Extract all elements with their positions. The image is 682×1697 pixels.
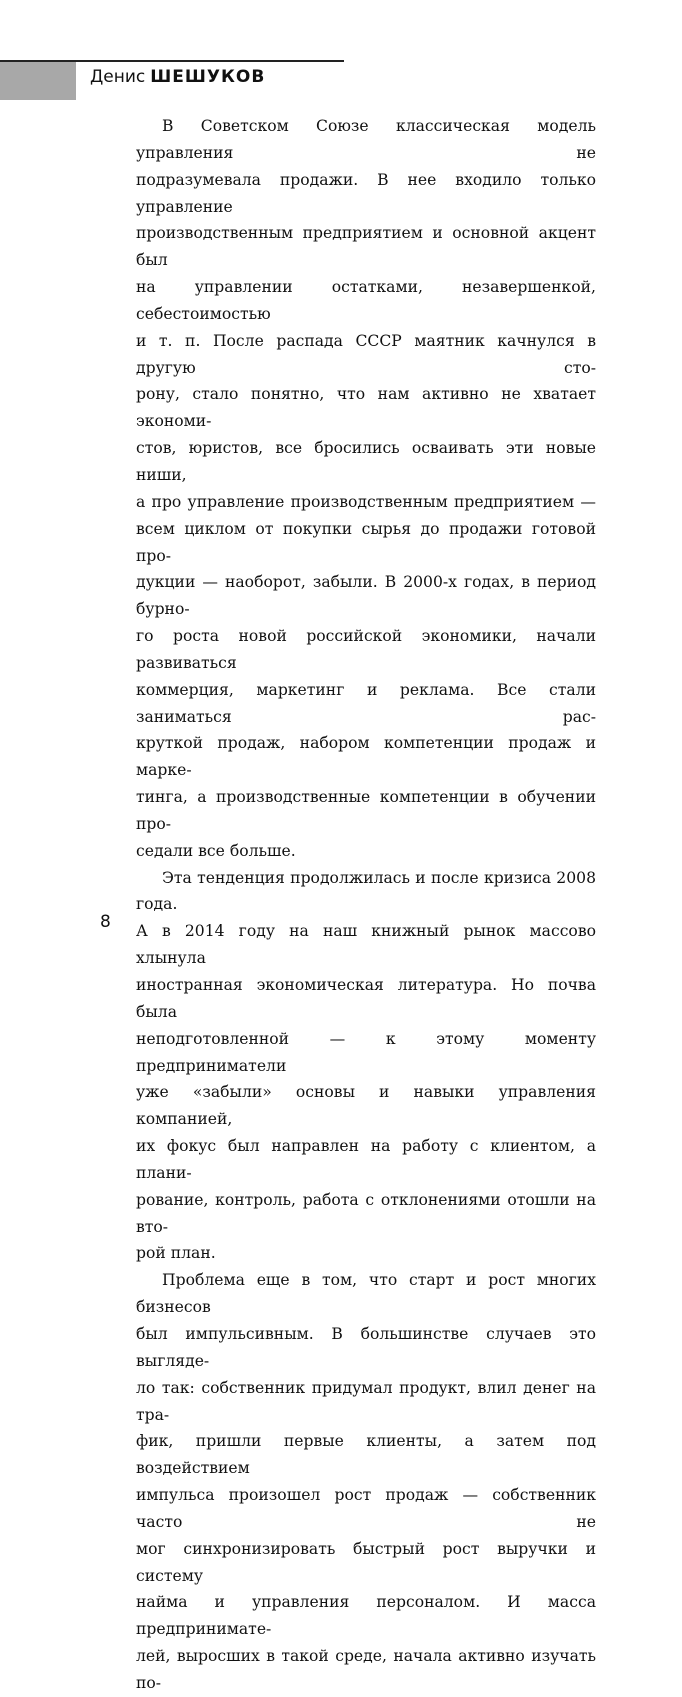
header-rule xyxy=(0,60,344,62)
text-line: А в 2014 году на наш книжный рынок массово хлынула xyxy=(136,922,596,968)
text-line: производственным предприятием и основной акцент был xyxy=(136,224,596,270)
text-line: Проблема еще в том, что старт и рост многих бизнесов xyxy=(136,1271,596,1317)
text-line: мог синхронизировать быстрый рост выручки и систему xyxy=(136,1539,596,1585)
text-line: коммерция, маркетинг и реклама. Все стали заниматься рас- xyxy=(136,680,596,726)
text-line: Эта тенденция продолжилась и после кризиса 2008 года. xyxy=(136,868,596,914)
text-line: тинга, а производственные компетенции в обучении про- xyxy=(136,788,596,833)
text-line: го роста новой российской экономики, начали развиваться xyxy=(136,627,596,672)
text-line: стов, юристов, все бросились осваивать эти новые ниши, xyxy=(136,439,596,484)
text-line: найма и управления персоналом. И масса предпринимате- xyxy=(136,1593,596,1639)
text-line: импульса произошел рост продаж — собственник часто не xyxy=(136,1486,596,1531)
text-line: круткой продаж, набором компетенции продаж и марке- xyxy=(136,734,596,780)
text-line: всем циклом от покупки сырья до продажи готовой про- xyxy=(136,519,596,565)
text-line: лей, выросших в такой среде, начала активно изучать по- xyxy=(136,1647,596,1692)
text-line: был импульсивным. В большинстве случаев это выгляде- xyxy=(136,1324,596,1370)
text-line: уже «забыли» основы и навыки управления компанией, xyxy=(136,1083,596,1129)
text-line: подразумевала продажи. В нее входило только управление xyxy=(136,170,596,216)
text-line: В Советском Союзе классическая модель управления не xyxy=(136,117,596,162)
page-number: 8 xyxy=(100,912,111,932)
author-first-name: Денис xyxy=(90,67,146,87)
text-line: а про управление производственным предприятием — xyxy=(136,492,596,511)
header-gray-block xyxy=(0,60,76,100)
body-text xyxy=(136,113,596,1697)
text-line: их фокус был направлен на работу с клиентом, а плани- xyxy=(136,1137,596,1182)
text-line: иностранная экономическая литература. Но почва была xyxy=(136,976,596,1021)
text-line: неподготовленной — к этому моменту предприниматели xyxy=(136,1029,596,1075)
text-line: на управлении остатками, незавершенкой, себестоимостью xyxy=(136,278,596,323)
author-last-name: ШЕШУКОВ xyxy=(150,67,266,87)
text-line: дукции — наоборот, забыли. В 2000-х годах, в период бурно- xyxy=(136,573,596,619)
text-line: фик, пришли первые клиенты, а затем под воздействием xyxy=(136,1432,596,1478)
text-line: рой план. xyxy=(136,1244,216,1263)
text-line: седали все больше. xyxy=(136,841,296,860)
text-line: рону, стало понятно, что нам активно не хватает экономи- xyxy=(136,385,596,431)
text-line: ло так: собственник придумал продукт, влил денег на тра- xyxy=(136,1378,596,1424)
running-head xyxy=(90,67,265,87)
text-line: и т. п. После распада СССР маятник качнулся в другую сто- xyxy=(136,331,596,377)
text-line: рование, контроль, работа с отклонениями отошли на вто- xyxy=(136,1190,596,1236)
